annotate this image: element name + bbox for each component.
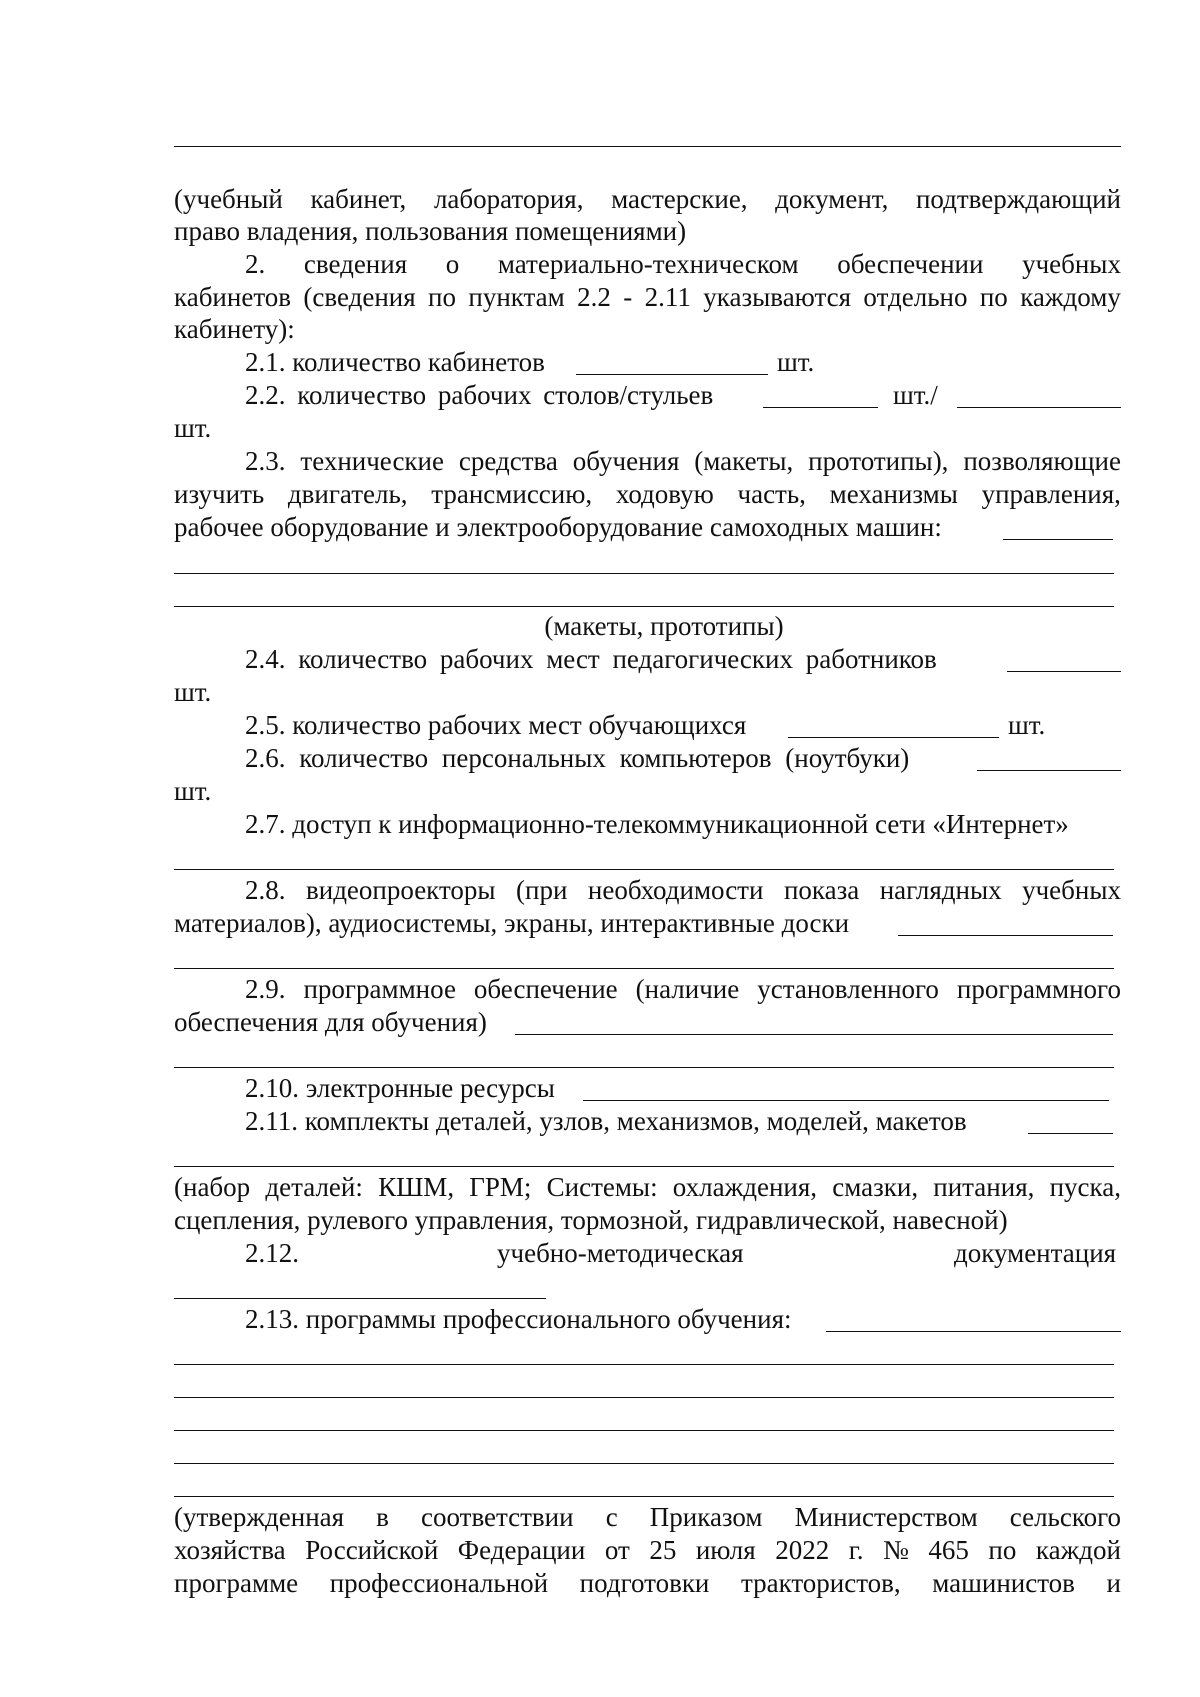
makety-caption: (макеты, прототипы) — [544, 611, 784, 641]
top-fill-line — [174, 146, 1121, 147]
item-2-11-fill-line-short[interactable] — [1028, 1133, 1113, 1134]
item-2-9-fill-line-short[interactable] — [515, 1034, 1113, 1035]
item-2-1-fill-line[interactable] — [576, 374, 768, 375]
item-2-3-line-2: изучить двигатель, трансмиссию, ходовую часть, механизмы управления, — [174, 479, 1121, 509]
item-2-13-fill-line-5[interactable] — [174, 1496, 1114, 1497]
item-2-9-line-1: 2.9. программное обеспечение (наличие установленного программного — [245, 974, 1121, 1004]
item-2-3-line-1: 2.3. технические средства обучения (макеты, прототипы), позволяющие — [245, 446, 1121, 476]
item-2-13-fill-line-short[interactable] — [826, 1331, 1121, 1332]
item-2-3-line-3: рабочее оборудование и электрооборудование самоходных машин: — [174, 512, 942, 542]
item-2-12-word-2: документация — [954, 1238, 1117, 1268]
item-2-3-fill-line-2[interactable] — [174, 606, 1114, 607]
item-2-13-fill-line-2[interactable] — [174, 1397, 1114, 1398]
item-2-1-unit: шт. — [777, 347, 815, 377]
item-2-heading-line-2: кабинетов (сведения по пунктам 2.2 - 2.11 указываются отдельно по каждому — [174, 282, 1121, 312]
item-2-7-fill-line[interactable] — [174, 869, 1114, 870]
item-2-10-fill-line[interactable] — [583, 1100, 1109, 1101]
item-2-7-label: 2.7. доступ к информационно-телекоммуникационной сети «Интернет» — [245, 809, 1069, 839]
item-2-6-fill-line[interactable] — [977, 770, 1121, 771]
item-2-5-label: 2.5. количество рабочих мест обучающихся — [245, 710, 747, 740]
item-2-4-fill-line[interactable] — [1007, 671, 1121, 672]
item-2-12-fill-line[interactable] — [174, 1298, 546, 1299]
item-2-13-fill-line-1[interactable] — [174, 1364, 1114, 1365]
item-2-11-label: 2.11. комплекты деталей, узлов, механизмов, моделей, макетов — [245, 1106, 967, 1136]
item-2-4-label: 2.4. количество рабочих мест педагогических работников — [245, 644, 937, 674]
item-2-1-label: 2.1. количество кабинетов — [245, 347, 545, 377]
item-2-5-fill-line[interactable] — [788, 737, 999, 738]
item-2-10-label: 2.10. электронные ресурсы — [245, 1073, 555, 1103]
item-2-5-unit: шт. — [1008, 710, 1046, 740]
approval-caption-line-2: хозяйства Российской Федерации от 25 июля 2022 г. № 465 по каждой — [174, 1535, 1121, 1565]
item-2-6-unit: шт. — [174, 776, 212, 806]
premises-caption-line-2: право владения, пользования помещениями) — [174, 216, 687, 246]
item-2-8-line-1: 2.8. видеопроекторы (при необходимости показа наглядных учебных — [245, 875, 1121, 905]
item-2-2-chairs-fill-line[interactable] — [957, 407, 1121, 408]
approval-caption-line-3: программе профессиональной подготовки трактористов, машинистов и — [174, 1568, 1121, 1598]
item-2-9-line-2: обеспечения для обучения) — [174, 1007, 487, 1037]
premises-caption-line-1: (учебный кабинет, лаборатория, мастерские, документ, подтверждающий — [174, 184, 1121, 214]
item-2-13-label: 2.13. программы профессионального обучения: — [245, 1304, 792, 1334]
nabor-caption-line-2: сцепления, рулевого управления, тормозной, гидравлической, навесной) — [174, 1205, 1008, 1235]
item-2-13-fill-line-3[interactable] — [174, 1430, 1114, 1431]
item-2-9-fill-line[interactable] — [174, 1067, 1114, 1068]
item-2-heading-line-1: 2. сведения о материально-техническом обеспечении учебных — [245, 249, 1121, 279]
item-2-3-fill-line-1[interactable] — [174, 573, 1114, 574]
nabor-caption-line-1: (набор деталей: КШМ, ГРМ; Системы: охлаждения, смазки, питания, пуска, — [174, 1172, 1121, 1202]
item-2-2-label: 2.2. количество рабочих столов/стульев — [245, 380, 714, 410]
item-2-8-fill-line-short[interactable] — [898, 935, 1113, 936]
item-2-8-line-2: материалов), аудиосистемы, экраны, интерактивные доски — [174, 908, 850, 938]
item-2-2-unit-mid: шт./ — [893, 380, 938, 410]
item-2-3-fill-line-short[interactable] — [1003, 539, 1113, 540]
item-2-2-unit: шт. — [174, 413, 212, 443]
item-2-12-number: 2.12. — [245, 1238, 299, 1268]
approval-caption-line-1: (утвержденная в соответствии с Приказом Министерством сельского — [174, 1502, 1121, 1532]
item-2-8-fill-line[interactable] — [174, 968, 1114, 969]
item-2-12-word-1: учебно-методическая — [497, 1238, 744, 1268]
item-2-2-tables-fill-line[interactable] — [763, 407, 878, 408]
item-2-11-fill-line[interactable] — [174, 1166, 1114, 1167]
item-2-heading-line-3: кабинету): — [174, 314, 295, 344]
item-2-6-label: 2.6. количество персональных компьютеров (ноутбуки) — [245, 743, 910, 773]
item-2-13-fill-line-4[interactable] — [174, 1463, 1114, 1464]
item-2-4-unit: шт. — [174, 677, 212, 707]
